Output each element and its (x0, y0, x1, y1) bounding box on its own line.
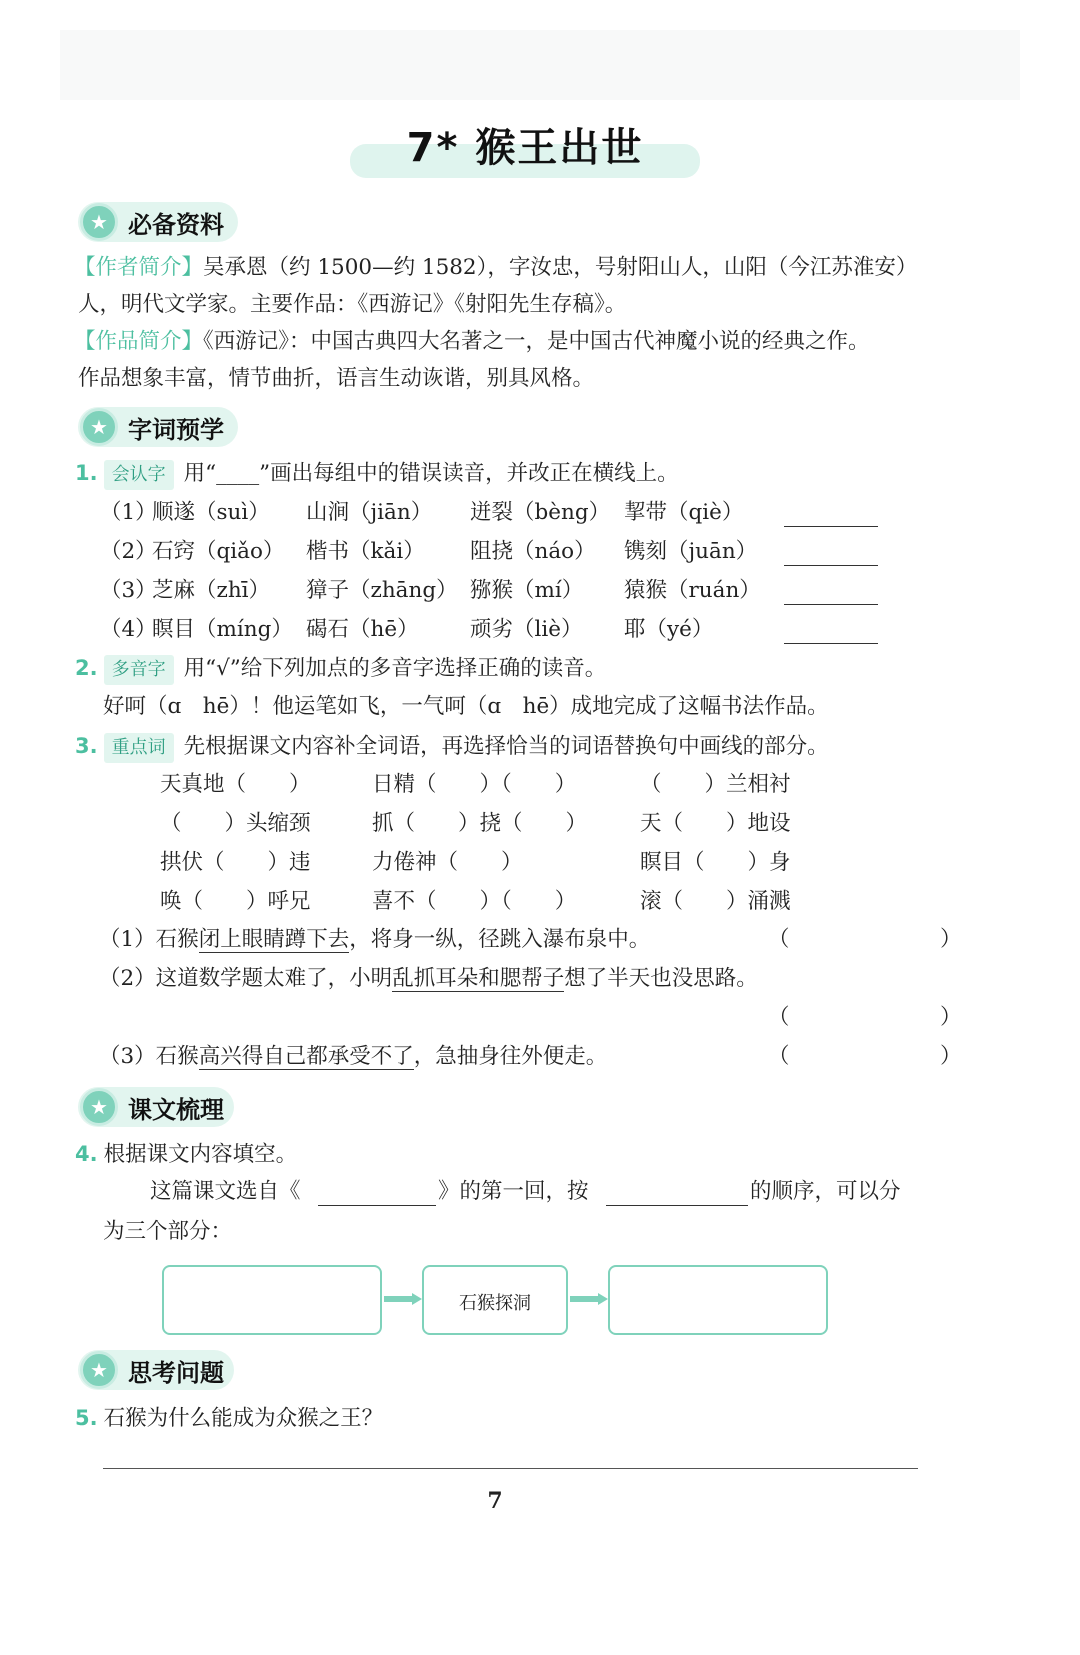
word-pinyin-item[interactable]: 芝麻（zhī） (152, 578, 271, 603)
fill-in-word[interactable]: （ ）兰相衬 (640, 772, 791, 797)
part-box-2 (422, 1265, 568, 1335)
word-pinyin-item[interactable]: 楷书（kǎi） (306, 539, 425, 564)
page-number: 7 (487, 1488, 503, 1514)
work-tag: 【作品简介】 (74, 329, 204, 354)
star-icon: ★ (80, 1351, 118, 1389)
fill-in-word[interactable]: 日精（ ）（ ） (372, 772, 577, 797)
row-label: （3） (100, 578, 157, 603)
question-4-prompt: 4. 根据课文内容填空。 (75, 1142, 298, 1167)
question-2-prompt: 2. 多音字 用“√”给下列加点的多音字选择正确的读音。 (75, 653, 606, 685)
answer-paren-1[interactable]: （ ） (768, 927, 962, 952)
row-label: （4） (100, 617, 157, 642)
word-pinyin-item[interactable]: 镌刻（juān） (624, 539, 758, 564)
answer-blank[interactable] (784, 643, 878, 644)
author-intro-line1: 【作者简介】吴承恩（约 1500—约 1582），字汝忠，号射阳山人，山阳（今江苏淮安） (74, 255, 918, 280)
fill-in-word[interactable]: 抓（ ）挠（ ） (372, 811, 588, 836)
fill-in-word[interactable]: 拱伏（ ）违 (160, 850, 311, 875)
row-label: （2） (100, 539, 157, 564)
question-4-line2: 为三个部分： (103, 1219, 233, 1244)
section-header-materials (78, 200, 224, 244)
work-intro-line1: 【作品简介】《西游记》：中国古典四大名著之一，是中国古代神魔小说的经典之作。 (74, 329, 870, 354)
lesson-title-block (350, 108, 700, 180)
answer-blank-order[interactable] (606, 1205, 748, 1206)
part-box-2-label: 石猴探洞 (459, 1293, 531, 1314)
arrow-right-icon (384, 1293, 422, 1305)
answer-blank[interactable] (784, 604, 878, 605)
question-3-sentence-2: （2）这道数学题太难了，小明乱抓耳朵和腮帮子想了半天也没思路。 (99, 966, 758, 991)
section-title: 课文梳理 (128, 1095, 224, 1124)
part-box-3[interactable] (608, 1265, 828, 1335)
fill-in-word[interactable]: （ ）头缩颈 (160, 811, 311, 836)
lesson-title: 7* 猴王出世 (406, 125, 644, 171)
answer-paren-3[interactable]: （ ） (768, 1044, 962, 1069)
word-pinyin-item[interactable]: 石窍（qiǎo） (152, 539, 285, 564)
section-title: 必备资料 (128, 210, 224, 239)
fill-in-word[interactable]: 滚（ ）涌溅 (640, 889, 791, 914)
word-pinyin-item[interactable]: 迸裂（bèng） (470, 500, 611, 525)
word-pinyin-item[interactable]: 顺遂（suì） (152, 500, 270, 525)
section-header-questions (78, 1348, 224, 1392)
work-intro-line2: 作品想象丰富，情节曲折，语言生动诙谐，别具风格。 (78, 366, 595, 391)
answer-blank-book[interactable] (318, 1205, 436, 1206)
question-3-sentence-3: （3）石猴高兴得自己都承受不了，急抽身往外便走。 (99, 1044, 608, 1069)
word-pinyin-item[interactable]: 顽劣（liè） (470, 617, 583, 642)
header-band (60, 30, 1020, 100)
answer-blank[interactable] (784, 526, 878, 527)
question-2-sentence: 好呵（ɑ hē）！他运笔如飞，一气呵（ɑ hē）成地完成了这幅书法作品。 (103, 694, 829, 719)
section-header-vocab (78, 405, 224, 449)
question-1-prompt: 1. 会认字 用“____”画出每组中的错误读音，并改正在横线上。 (75, 458, 679, 490)
question-3-prompt: 3. 重点词 先根据课文内容补全词语，再选择恰当的词语替换句中画线的部分。 (75, 731, 829, 763)
fill-in-word[interactable]: 喜不（ ）（ ） (372, 889, 577, 914)
fill-in-word[interactable]: 力倦神（ ） (372, 850, 523, 875)
star-icon: ★ (80, 408, 118, 446)
section-title: 字词预学 (128, 415, 224, 444)
answer-paren-2[interactable]: （ ） (768, 1005, 962, 1030)
word-pinyin-item[interactable]: 猕猴（mí） (470, 578, 584, 603)
part-box-1[interactable] (162, 1265, 382, 1335)
question-4-line1-a: 这篇课文选自《 (150, 1179, 301, 1204)
fill-in-word[interactable]: 唤（ ）呼兄 (160, 889, 311, 914)
answer-line[interactable] (103, 1468, 918, 1469)
fill-in-word[interactable]: 瞑目（ ）身 (640, 850, 791, 875)
star-icon: ★ (80, 203, 118, 241)
arrow-right-icon (570, 1293, 608, 1305)
author-tag: 【作者简介】 (74, 255, 204, 280)
question-3-sentence-1: （1）石猴闭上眼睛蹲下去，将身一纵，径跳入瀑布泉中。 (99, 927, 651, 952)
author-intro-line2: 人，明代文学家。主要作品：《西游记》《射阳先生存稿》。 (78, 292, 627, 317)
answer-blank[interactable] (784, 565, 878, 566)
word-pinyin-item[interactable]: 猿猴（ruán） (624, 578, 761, 603)
word-pinyin-item[interactable]: 碣石（hē） (306, 617, 419, 642)
word-pinyin-item[interactable]: 挈带（qiè） (624, 500, 744, 525)
word-pinyin-item[interactable]: 耶（yé） (624, 617, 714, 642)
word-pinyin-item[interactable]: 獐子（zhāng） (306, 578, 458, 603)
section-header-text-review (78, 1085, 224, 1129)
question-4-line1-c: 的顺序，可以分 (750, 1179, 901, 1204)
fill-in-word[interactable]: 天真地（ ） (160, 772, 311, 797)
row-label: （1） (100, 500, 157, 525)
star-icon: ★ (80, 1088, 118, 1126)
question-5-prompt: 5. 石猴为什么能成为众猴之王？ (75, 1406, 384, 1431)
fill-in-word[interactable]: 天（ ）地设 (640, 811, 791, 836)
word-pinyin-item[interactable]: 阻挠（náo） (470, 539, 596, 564)
question-4-line1-b: 》的第一回，按 (438, 1179, 589, 1204)
word-pinyin-item[interactable]: 瞑目（míng） (152, 617, 293, 642)
word-pinyin-item[interactable]: 山涧（jiān） (306, 500, 433, 525)
section-title: 思考问题 (128, 1358, 224, 1387)
